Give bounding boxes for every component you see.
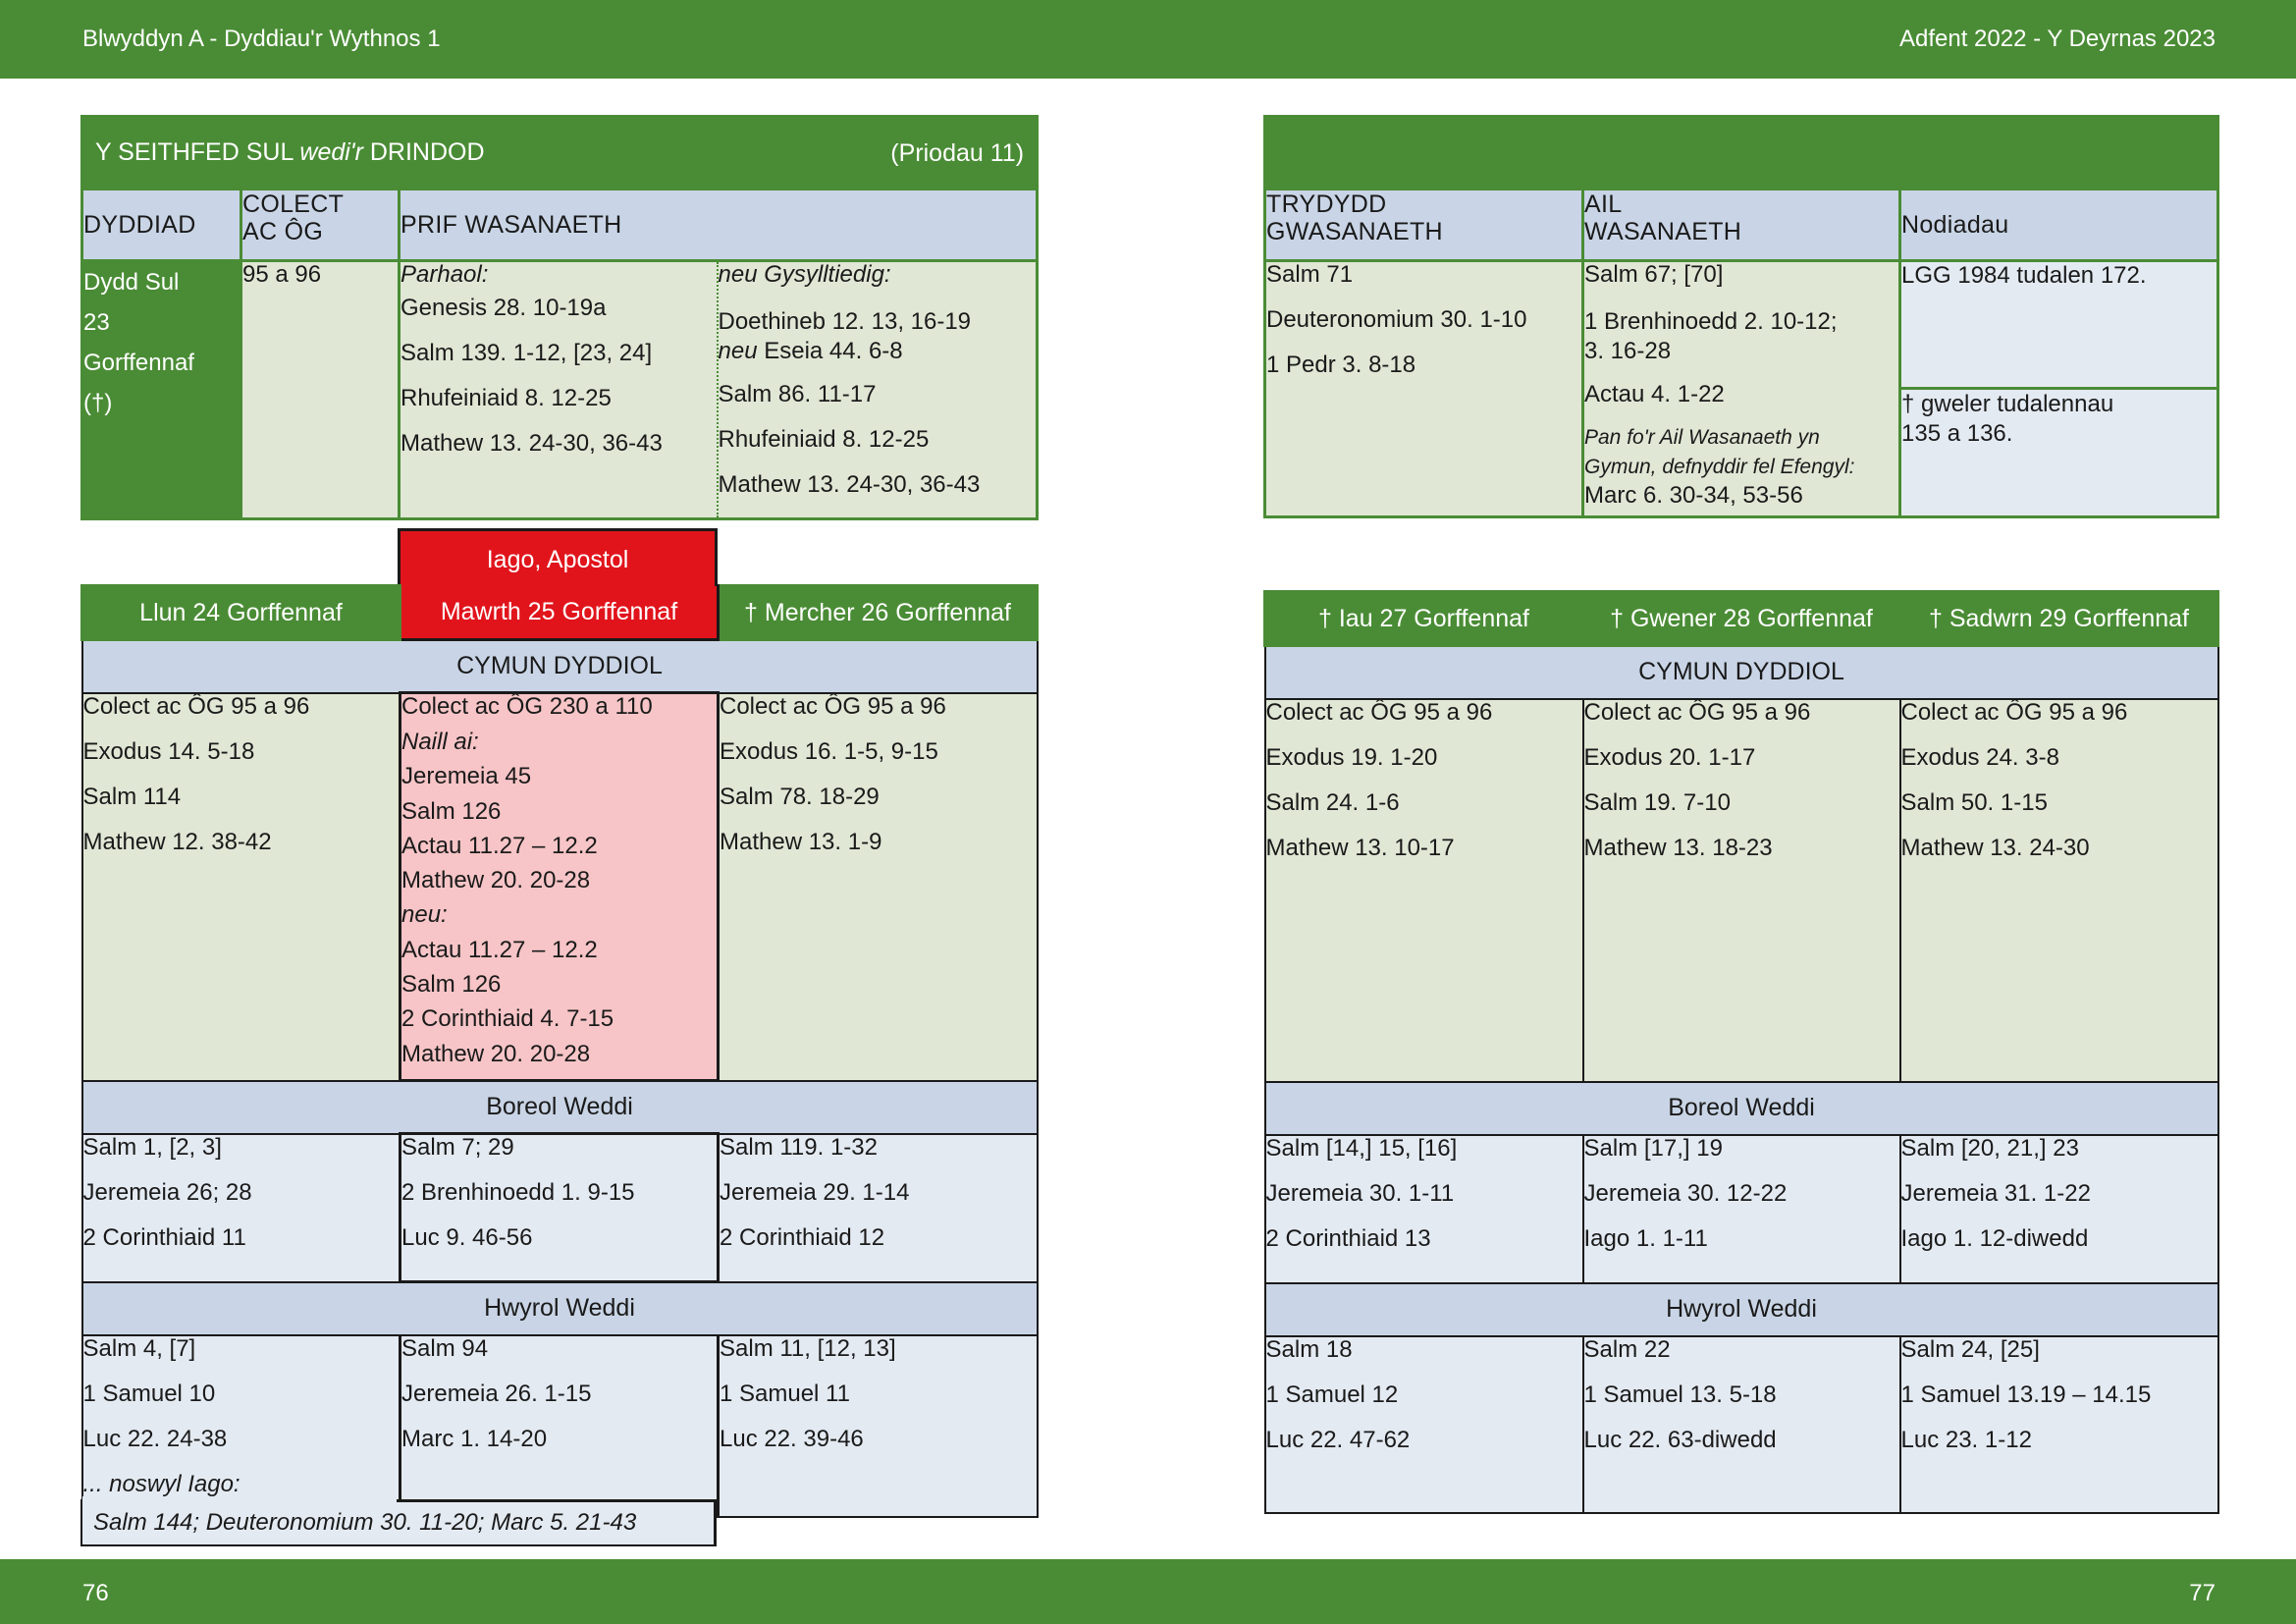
col-nodiadau: Nodiadau [1900, 189, 2218, 261]
weekday-table-left [80, 584, 1039, 1518]
page-number-left: 76 [82, 1580, 109, 1606]
boreol-saturday: Salm [20, 21,] 23 Jeremeia 31. 1-22 Iago 1. 12-diwedd [1900, 1135, 2218, 1283]
day-saturday: † Sadwrn 29 Gorffennaf [1900, 592, 2218, 646]
noswyl-row [80, 1499, 717, 1546]
day-monday: Llun 24 Gorffennaf [82, 586, 400, 640]
col-ail: AIL WASANAETH [1583, 189, 1900, 261]
col-prif: PRIF WASANAETH [400, 189, 1038, 261]
sunday-services-table [1263, 115, 2219, 518]
sunday-gysylltiedig: neu Gysylltiedig: Doethineb 12. 13, 16-19 neu Eseia 44. 6-8 Salm 86. 11-17 Rhufeiniaid 8. 12-25 Mathew 13. 24-30, 36-43 [718, 261, 1038, 519]
boreol-thursday: Salm [14,] 15, [16] Jeremeia 30. 1-11 2 Corinthiaid 13 [1265, 1135, 1583, 1283]
day-thursday: † Iau 27 Gorffennaf [1265, 592, 1583, 646]
sunday-table [80, 115, 1039, 520]
day-tuesday: Mawrth 25 Gorffennaf [400, 586, 719, 640]
cymun-label-left: CYMUN DYDDIOL [82, 640, 1038, 693]
hwyrol-label-right: Hwyrol Weddi [1265, 1283, 2218, 1336]
hwyrol-thursday: Salm 18 1 Samuel 12 Luc 22. 47-62 [1265, 1336, 1583, 1513]
sunday-parhaol: Parhaol: Genesis 28. 10-19a Salm 139. 1-12, [23, 24] Rhufeiniaid 8. 12-25 Mathew 13. 24-30, 36-43 [400, 261, 718, 519]
hwyrol-tuesday: Salm 94 Jeremeia 26. 1-15 Marc 1. 14-20 [400, 1335, 719, 1517]
col-colect: COLECT AC ÔG [241, 189, 400, 261]
noswyl-readings: Salm 144; Deuteronomium 30. 11-20; Marc 5. 21-43 [93, 1509, 637, 1536]
page-number-right: 77 [2189, 1580, 2216, 1606]
cymun-saturday: Colect ac ÔG 95 a 96 Exodus 24. 3-8 Salm 50. 1-15 Mathew 13. 24-30 [1900, 699, 2218, 1082]
sunday-title: Y SEITHFED SUL wedi'r DRINDOD (Priodau 11) [82, 117, 1038, 189]
header-right: Adfent 2022 - Y Deyrnas 2023 [1898, 26, 2216, 52]
noswyl-joint [82, 1496, 395, 1502]
header-bar [0, 0, 2296, 79]
col-dyddiad: DYDDIAD [82, 189, 241, 261]
hwyrol-label-left: Hwyrol Weddi [82, 1282, 1038, 1335]
hwyrol-monday: Salm 4, [7] 1 Samuel 10 Luc 22. 24-38 ... noswyl Iago: [82, 1335, 400, 1517]
noswyl-top-rule [397, 1499, 717, 1502]
boreol-wednesday: Salm 119. 1-32 Jeremeia 29. 1-14 2 Corinthiaid 12 [719, 1134, 1038, 1282]
sunday-colect: 95 a 96 [241, 261, 400, 519]
boreol-label-left: Boreol Weddi [82, 1081, 1038, 1134]
ail-readings: Salm 67; [70] 1 Brenhinoedd 2. 10-12; 3. 16-28 Actau 4. 1-22 Pan fo'r Ail Wasanaeth yn Gymun, defnyddir fel Efengyl: Marc 6. 30-34, 53-56 [1583, 261, 1900, 517]
footer-bar [0, 1559, 2296, 1624]
boreol-monday: Salm 1, [2, 3] Jeremeia 26; 28 2 Corinthiaid 11 [82, 1134, 400, 1282]
cymun-thursday: Colect ac ÔG 95 a 96 Exodus 19. 1-20 Salm 24. 1-6 Mathew 13. 10-17 [1265, 699, 1583, 1082]
hwyrol-saturday: Salm 24, [25] 1 Samuel 13.19 – 14.15 Luc 23. 1-12 [1900, 1336, 2218, 1513]
weekday-table-right [1263, 590, 2219, 1514]
col-trydydd: TRYDYDD GWASANAETH [1265, 189, 1583, 261]
cymun-tuesday: Colect ac ÔG 230 a 110 Naill ai: Jeremeia 45 Salm 126 Actau 11.27 – 12.2 Mathew 20. 20-28 neu: Actau 11.27 – 12.2 Salm 126 2 Corinthiaid 4. 7-15 Mathew 20. 20-28 [400, 693, 719, 1081]
note-gweler: † gweler tudalennau 135 a 136. [1900, 389, 2218, 517]
sunday-date: Dydd Sul 23 Gorffennaf (†) [82, 261, 241, 519]
sunday-ref: (Priodau 11) [890, 139, 1025, 167]
boreol-friday: Salm [17,] 19 Jeremeia 30. 12-22 Iago 1. 1-11 [1583, 1135, 1900, 1283]
cymun-monday: Colect ac ÔG 95 a 96 Exodus 14. 5-18 Salm 114 Mathew 12. 38-42 [82, 693, 400, 1081]
note-lgg: LGG 1984 tudalen 172. [1900, 261, 2218, 389]
header-left: Blwyddyn A - Dyddiau'r Wythnos 1 [82, 26, 441, 52]
trydydd-readings: Salm 71 Deuteronomium 30. 1-10 1 Pedr 3. 8-18 [1265, 261, 1583, 517]
feast-title: Iago, Apostol [486, 546, 629, 573]
boreol-tuesday: Salm 7; 29 2 Brenhinoedd 1. 9-15 Luc 9. 46-56 [400, 1134, 719, 1282]
cymun-friday: Colect ac ÔG 95 a 96 Exodus 20. 1-17 Salm 19. 7-10 Mathew 13. 18-23 [1583, 699, 1900, 1082]
day-wednesday: † Mercher 26 Gorffennaf [719, 586, 1038, 640]
day-friday: † Gwener 28 Gorffennaf [1583, 592, 1900, 646]
hwyrol-friday: Salm 22 1 Samuel 13. 5-18 Luc 22. 63-diwedd [1583, 1336, 1900, 1513]
cymun-wednesday: Colect ac ÔG 95 a 96 Exodus 16. 1-5, 9-15 Salm 78. 18-29 Mathew 13. 1-9 [719, 693, 1038, 1081]
boreol-label-right: Boreol Weddi [1265, 1082, 2218, 1135]
noswyl-label: ... noswyl Iago: [82, 1470, 240, 1497]
sunday-continued-header [1265, 117, 2218, 189]
hwyrol-wednesday: Salm 11, [12, 13] 1 Samuel 11 Luc 22. 39-46 [719, 1335, 1038, 1517]
cymun-label-right: CYMUN DYDDIOL [1265, 646, 2218, 699]
